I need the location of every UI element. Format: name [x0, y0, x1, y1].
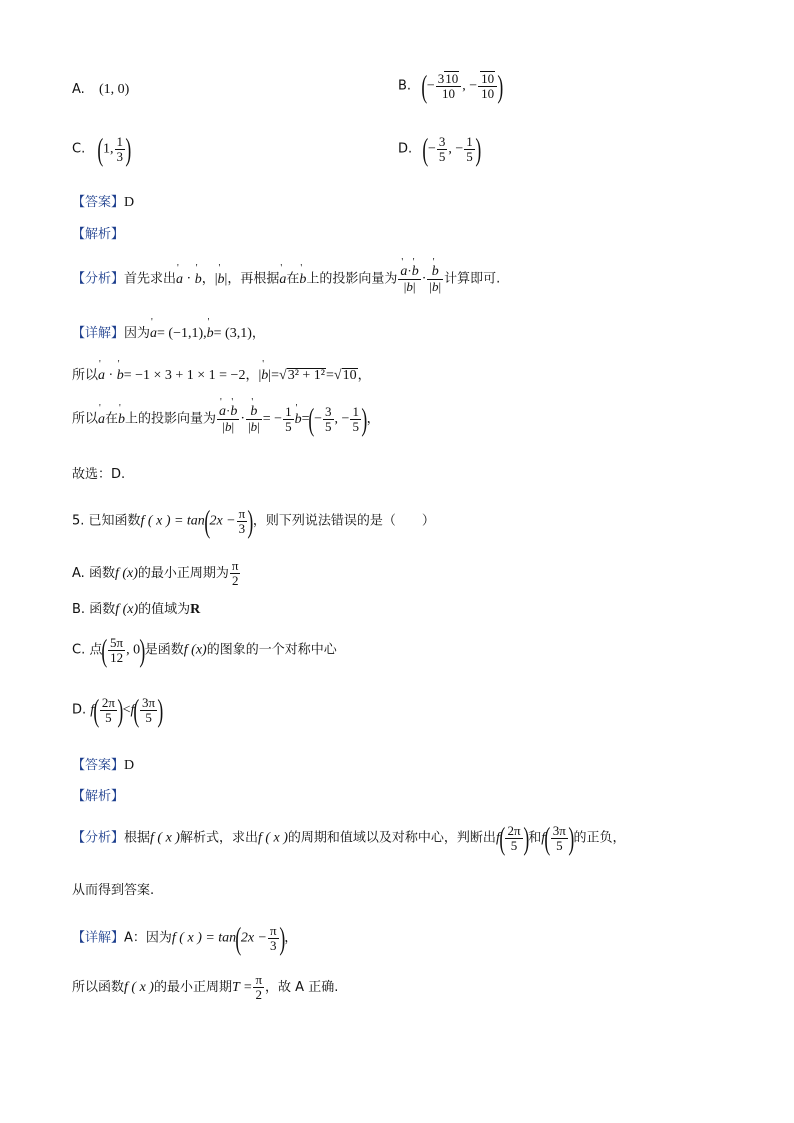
option-text: 的值域为: [138, 602, 191, 617]
q4-analysis: 【分析】首先求出' a · ' b，|' b|，再根据' a在' b上的投影向量为 ' $\frac{a\cdot' b}{|b|}$ · ' $\frac{b}{|b|}$ 计算即可.: [72, 264, 500, 294]
option-text: 是函数: [144, 642, 184, 658]
q4-choose: [72, 463, 125, 482]
analysis-text: 和: [528, 830, 542, 846]
fraction: ' $\frac{b}{|b|}$: [246, 404, 262, 434]
fraction: $\frac{310}{10}$: [436, 71, 462, 101]
analysis-text: ，: [201, 271, 215, 287]
answer-value: D: [124, 758, 135, 773]
q5-option-d: D. f( $\frac{2\pi}{5}$ )<f( $\frac{3\pi}{5}$ ): [72, 692, 164, 728]
option-label: A.: [72, 82, 85, 97]
option-label: A.: [72, 566, 85, 581]
sqrt-val: 10: [342, 368, 357, 383]
analysis-text: 在: [286, 271, 300, 287]
detail-tag: 【详解】: [72, 326, 125, 341]
so-text: 在: [105, 411, 119, 427]
option-label: B.: [72, 602, 86, 617]
so-text: 所以: [72, 411, 99, 427]
dot-product-eq: = −1 × 3 + 1 × 1 = −2: [123, 368, 246, 383]
sep: ，: [366, 411, 380, 427]
option-math: f (x): [114, 566, 138, 581]
choose-text: 故选：D.: [72, 467, 126, 482]
option-text: 的最小正周期为: [137, 566, 229, 581]
jiexi-tag: 【解析】: [72, 789, 125, 804]
sep: ，: [357, 368, 371, 383]
q5-analysis: 【分析】根据f ( x )解析式，求出f ( x )的周期和值域以及对称中心，判断出f( $\frac{2\pi}{5}$ )和f( $\frac{3\pi}{5}$ )的正负，: [72, 820, 626, 856]
detail-eq: = (−1,1),: [157, 326, 207, 341]
q4-jiexi: [72, 223, 124, 242]
fraction: $\frac{3}{5}$: [325, 403, 332, 434]
answer-tag: 【答案】: [72, 758, 125, 773]
jiexi-tag: 【解析】: [72, 227, 125, 242]
analysis-tag: 【分析】: [72, 830, 125, 846]
option-text: 的图象的一个对称中心: [206, 642, 337, 658]
analysis-text: 的周期和值域以及对称中心，判断出: [287, 830, 496, 846]
fraction: $\frac{1}{5}$: [285, 403, 292, 434]
eq: =: [271, 368, 280, 383]
analysis-text: 计算即可.: [444, 271, 501, 287]
fraction: $\frac{3}{5}$: [438, 133, 446, 164]
fraction: $\frac{1}{3}$: [116, 133, 124, 164]
option-math: R: [190, 602, 201, 617]
q4-so1: 所以' a · ' b= −1 × 3 + 1 × 1 = −2，|' b|=√3² + 1²=√10，: [72, 364, 371, 384]
last-math: T =: [231, 980, 253, 995]
option-math: f: [130, 702, 135, 718]
analysis-math: f: [541, 830, 546, 846]
q5-detail: 【详解】A：因为f ( x ) = tan(2x − $\frac{\pi}{3}$ )，: [72, 920, 298, 956]
detail-eq: = (3,1): [213, 326, 252, 341]
option-text: 函数: [88, 566, 115, 581]
eq: = −: [262, 411, 283, 427]
q5-jiexi: [72, 785, 124, 804]
option-label: B.: [398, 78, 412, 94]
detail-text: 因为: [124, 326, 151, 341]
stem-text: ，则下列说法错误的是（ ）: [252, 513, 435, 529]
analysis-text: 首先求出: [124, 271, 177, 287]
q5-option-b: [72, 598, 200, 618]
stem-math: f ( x ) = tan: [140, 513, 205, 529]
option-value: (1, 0): [98, 82, 130, 97]
last-text: 所以函数: [72, 980, 125, 995]
option-math: f: [90, 702, 95, 718]
analysis-text: 解析式，求出: [179, 830, 258, 846]
fraction: $\frac{5\pi}{12}$: [110, 634, 124, 665]
option-math: , 0: [126, 642, 141, 658]
so-text: 所以: [72, 368, 99, 383]
q5-option-a: [72, 559, 241, 588]
option-math: f (x): [183, 642, 207, 658]
q5-option-c: C. 点( $\frac{5\pi}{12}$ , 0)是函数f (x)的图象的一个对称中心: [72, 632, 337, 668]
analysis-math: f ( x ): [257, 830, 288, 846]
q4-so2: 所以' a在' b上的投影向量为 ' $\frac{a\cdot' b}{|b|}$ · ' $\frac{b}{|b|}$ = − $\frac{1}{5}$ ' b=(− $\frac{3}{5}$ , − $\frac{1}{5}$ )，: [72, 403, 380, 435]
analysis-text: 上的投影向量为: [306, 271, 398, 287]
detail-text: A：因为: [124, 930, 172, 946]
fraction: $\frac{1}{5}$: [466, 133, 473, 164]
analysis-text: 根据: [124, 830, 151, 846]
fraction: $\frac{2\pi}{5}$: [101, 694, 115, 725]
answer-value: D: [124, 195, 135, 210]
fraction: $\frac{\pi}{2}$: [231, 558, 239, 588]
option-math: <: [122, 702, 131, 718]
last-text: 的最小正周期: [153, 980, 232, 995]
fraction: $\frac{10}{10}$: [478, 71, 497, 101]
sep: ，: [245, 368, 259, 383]
stem-text: 5. 已知函数: [72, 513, 141, 529]
detail-text: ，: [284, 930, 298, 946]
eq: =: [326, 368, 334, 383]
stem-math: 2x −: [209, 513, 236, 529]
q5-answer: [72, 754, 134, 774]
q5-analysis-line2: [72, 879, 154, 898]
fraction: $\frac{3\pi}{5}$: [552, 822, 566, 853]
q5-last: [72, 973, 338, 1002]
q5-stem: 5. 已知函数f ( x ) = tan(2x − $\frac{\pi}{3}$ )，则下列说法错误的是（ ）: [72, 503, 435, 539]
fraction: $\frac{3\pi}{5}$: [142, 694, 156, 725]
q4-option-b: B. (− $\frac{310}{10}$ , − $\frac{10}{10}$ ): [398, 68, 504, 104]
fraction: $\frac{1}{5}$: [352, 403, 359, 434]
so-text: 上的投影向量为: [125, 411, 217, 427]
option-label: C.: [72, 642, 86, 658]
detail-text: ，: [251, 326, 265, 341]
analysis-tag: 【分析】: [72, 271, 125, 287]
option-text: 函数: [89, 602, 116, 617]
fraction: $\frac{\pi}{3}$: [238, 505, 246, 536]
option-label: D.: [398, 141, 413, 157]
analysis-text: ，再根据: [227, 271, 280, 287]
fraction: ' $\frac{b}{|b|}$: [427, 264, 443, 294]
detail-math: 2x −: [240, 930, 268, 946]
fraction: $\frac{\pi}{3}$: [270, 922, 277, 953]
analysis-math: f: [495, 830, 500, 846]
detail-tag: 【详解】: [72, 930, 125, 946]
last-text: ，故 A 正确.: [265, 980, 339, 995]
fraction: $\frac{2\pi}{5}$: [507, 822, 521, 853]
fraction: ' $\frac{a\cdot' b}{|b|}$: [217, 404, 239, 434]
sqrt-body: 3² + 1²: [287, 368, 325, 383]
option-label: D.: [72, 702, 87, 718]
option-math: f (x): [115, 602, 139, 617]
detail-math: f ( x ) = tan: [171, 930, 237, 946]
eq: =: [301, 411, 310, 427]
fraction: ' $\frac{a\cdot' b}{|b|}$: [398, 264, 420, 294]
option-label: C.: [72, 141, 86, 157]
fraction: $\frac{\pi}{2}$: [255, 972, 263, 1002]
q4-detail: 【详解】因为' a= (−1,1),' b= (3,1)，: [72, 322, 265, 342]
q4-option-d: D. (− $\frac{3}{5}$ , − $\frac{1}{5}$ ): [398, 131, 482, 167]
last-math: f ( x ): [124, 980, 154, 995]
analysis-math: f ( x ): [150, 830, 180, 846]
q4-option-c: C. (1, $\frac{1}{3}$ ): [72, 131, 132, 167]
analysis-text: 的正负，: [573, 830, 626, 846]
q4-option-a: [72, 82, 129, 98]
option-text: 点: [89, 642, 103, 658]
q4-answer: [72, 191, 134, 211]
analysis-text: 从而得到答案.: [72, 883, 155, 898]
answer-tag: 【答案】: [72, 195, 125, 210]
